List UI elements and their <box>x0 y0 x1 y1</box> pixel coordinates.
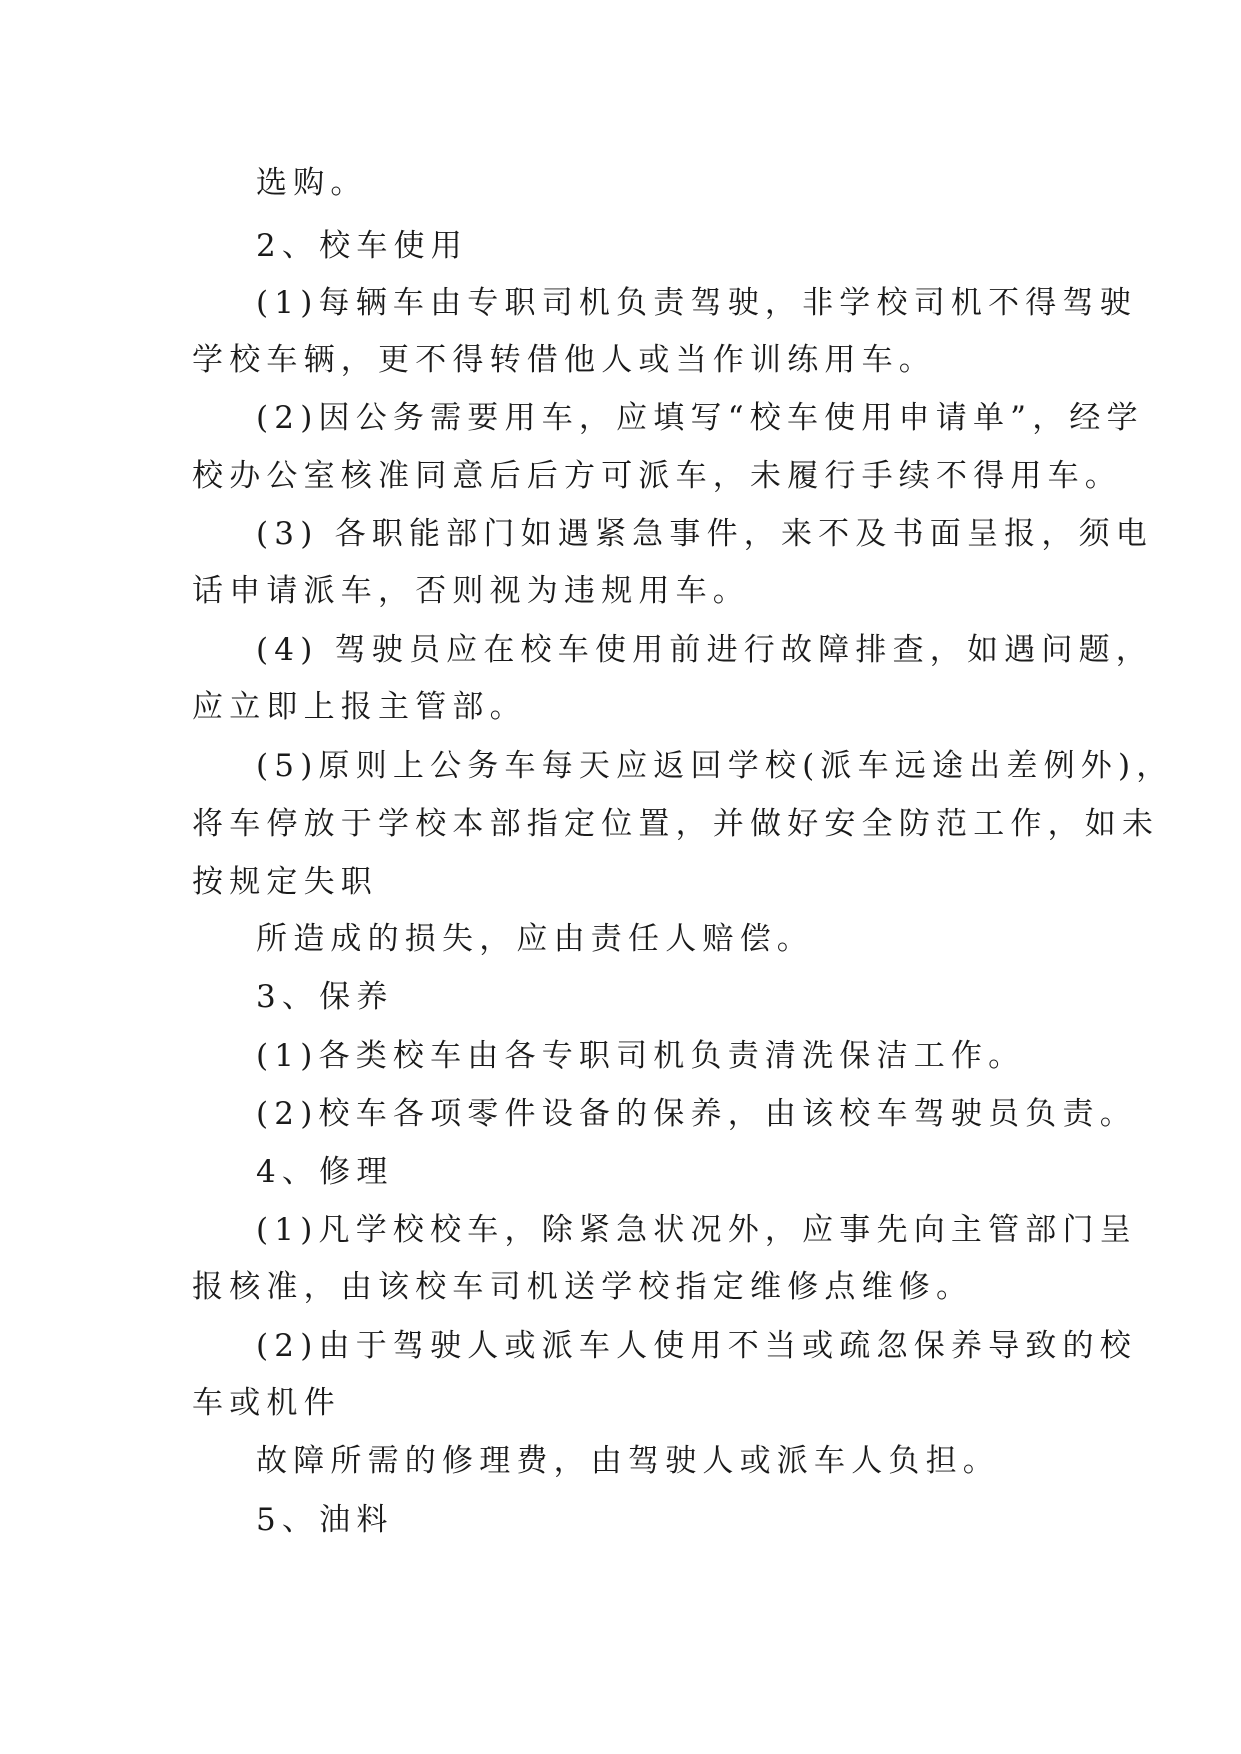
text-line: (2)由于驾驶人或派车人使用不当或疏忽保养导致的校 <box>256 1328 1137 1364</box>
text-line: 故障所需的修理费，由驾驶人或派车人负担。 <box>256 1443 1000 1479</box>
text-line: (1)凡学校校车，除紧急状况外，应事先向主管部门呈 <box>256 1212 1137 1248</box>
section-heading: 4、修理 <box>256 1154 394 1190</box>
text-line: 按规定失职 <box>192 864 378 900</box>
text-line: 应立即上报主管部。 <box>192 689 527 725</box>
text-line: (2)校车各项零件设备的保养，由该校车驾驶员负责。 <box>256 1096 1137 1132</box>
text-line: 话申请派车，否则视为违规用车。 <box>192 573 750 609</box>
text-line: 将车停放于学校本部指定位置，并做好安全防范工作，如未 <box>192 806 1160 842</box>
text-line: 车或机件 <box>192 1385 341 1421</box>
text-line: 学校车辆，更不得转借他人或当作训练用车。 <box>192 342 936 378</box>
section-heading: 2、校车使用 <box>256 228 468 264</box>
text-line: (3) 各职能部门如遇紧急事件，来不及书面呈报，须电 <box>256 516 1153 552</box>
text-line: (2)因公务需要用车，应填写“校车使用申请单”，经学 <box>256 400 1144 436</box>
section-heading: 3、保养 <box>256 979 394 1015</box>
text-line: 校办公室核准同意后后方可派车，未履行手续不得用车。 <box>192 458 1122 494</box>
text-line: 选购。 <box>256 165 368 201</box>
section-heading: 5、油料 <box>256 1502 394 1538</box>
text-line: (1)每辆车由专职司机负责驾驶，非学校司机不得驾驶 <box>256 285 1137 321</box>
text-line: 报核准，由该校车司机送学校指定维修点维修。 <box>192 1269 974 1305</box>
text-line: 所造成的损失，应由责任人赔偿。 <box>256 921 814 957</box>
text-line: (4) 驾驶员应在校车使用前进行故障排查，如遇问题， <box>256 632 1153 668</box>
text-line: (1)各类校车由各专职司机负责清洗保洁工作。 <box>256 1038 1026 1074</box>
text-line: (5)原则上公务车每天应返回学校(派车远途出差例外)， <box>256 748 1174 784</box>
